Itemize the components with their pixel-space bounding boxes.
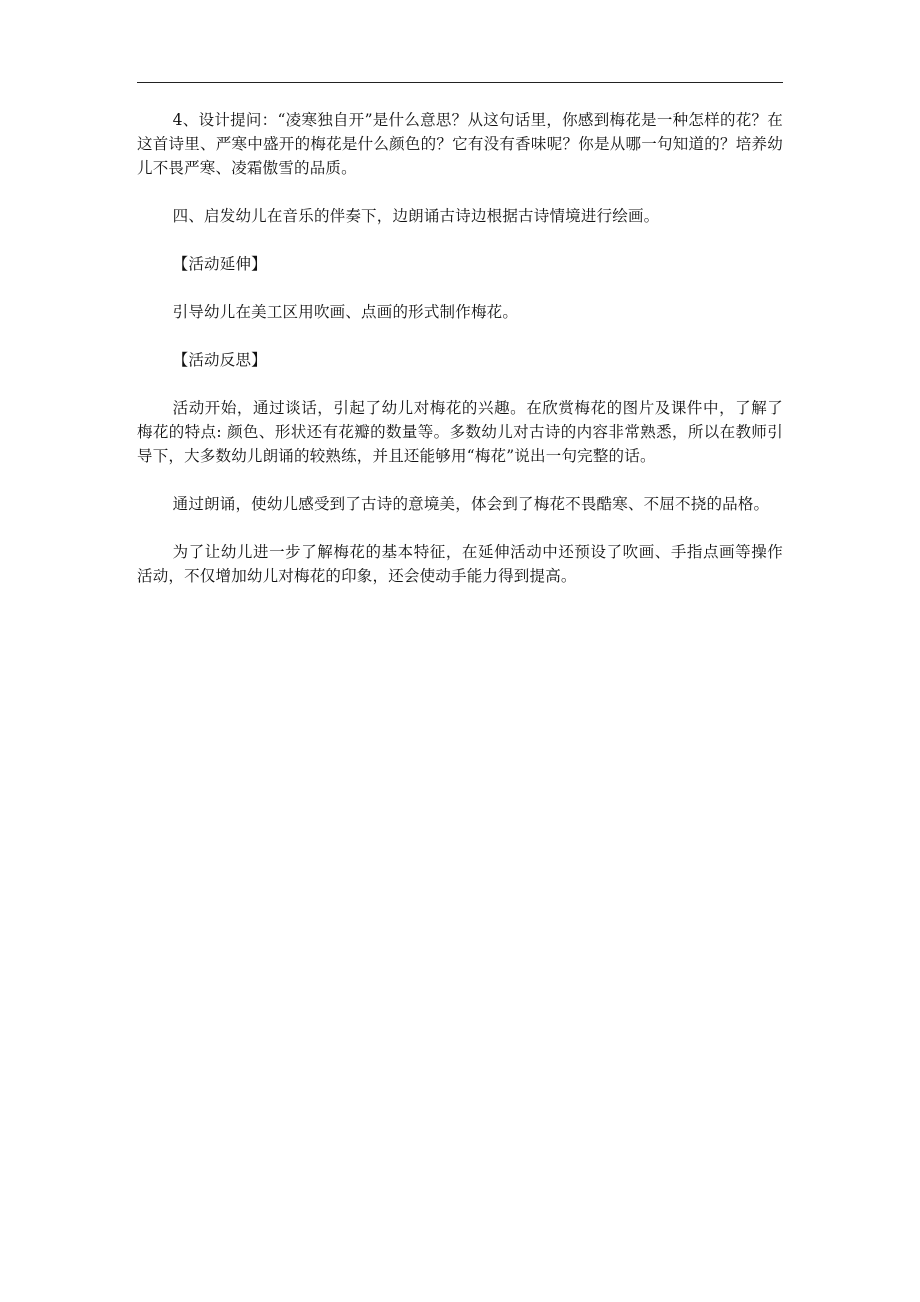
- header-rule: [137, 82, 783, 83]
- paragraph-design-questions: 4、设计提问：“凌寒独自开”是什么意思？从这句话里，你感到梅花是一种怎样的花？在这首诗里、严寒中盛开的梅花是什么颜色的？它有没有香味呢？你是从哪一句知道的？培养幼儿不畏严寒、凌霜傲雪的品质。: [137, 111, 783, 177]
- heading-activity-extension: 【活动延伸】: [172, 255, 267, 273]
- paragraph-reflection-2: 通过朗诵，使幼儿感受到了古诗的意境美，体会到了梅花不畏酷寒、不屈不挠的品格。: [172, 495, 770, 513]
- paragraph-reflection-3: 为了让幼儿进一步了解梅花的基本特征，在延伸活动中还预设了吹画、手指点画等操作活动，不仅增加幼儿对梅花的印象，还会使动手能力得到提高。: [137, 543, 783, 585]
- paragraph-extension-content: 引导幼儿在美工区用吹画、点画的形式制作梅花。: [172, 303, 519, 321]
- heading-activity-reflection: 【活动反思】: [172, 351, 267, 369]
- document-body: [137, 108, 783, 588]
- paragraph-step-four: 四、启发幼儿在音乐的伴奏下，边朗诵古诗边根据古诗情境进行绘画。: [172, 207, 660, 225]
- paragraph-reflection-1: 活动开始，通过谈话，引起了幼儿对梅花的兴趣。在欣赏梅花的图片及课件中，了解了梅花的特点: 颜色、形状还有花瓣的数量等。多数幼儿对古诗的内容非常熟悉，所以在教师引导下，大多数幼儿朗诵的较熟练，并且还能够用“梅花”说出一句完整的话。: [137, 399, 783, 465]
